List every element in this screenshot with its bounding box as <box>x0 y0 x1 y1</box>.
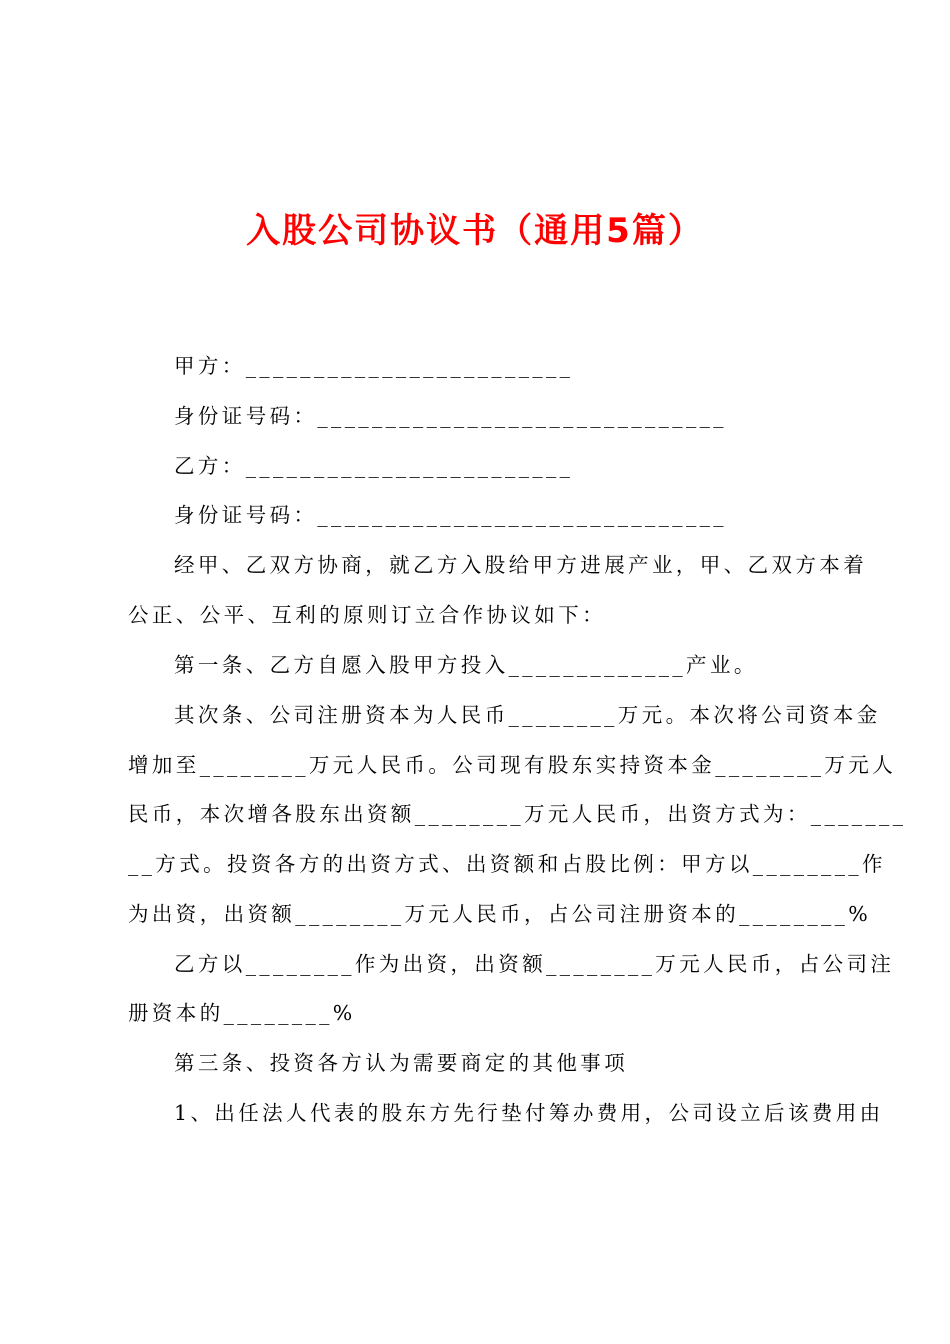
party-b-contribution-line-1: 乙方以________作为出资，出资额________万元人民币，占公司注 <box>174 952 895 976</box>
party-b-id-line: 身份证号码：______________________________ <box>174 503 727 527</box>
party-b-contribution-line-2: 册资本的________% <box>128 1001 356 1025</box>
article-2-line-2: 增加至________万元人民币。公司现有股东实持资本金________万元人 <box>128 753 897 777</box>
article-2-line-1: 其次条、公司注册资本为人民币________万元。本次将公司资本金 <box>174 703 881 727</box>
party-a-id-line: 身份证号码：______________________________ <box>174 404 727 428</box>
party-b-line: 乙方：________________________ <box>174 454 574 478</box>
party-a-line: 甲方：________________________ <box>174 354 574 378</box>
article-2-line-4: __方式。投资各方的出资方式、出资额和占股比例：甲方以________作 <box>128 852 886 876</box>
article-2-line-3: 民币，本次增各股东出资额________万元人民币，出资方式为：_______ <box>128 802 907 826</box>
article-3-line: 第三条、投资各方认为需要商定的其他事项 <box>174 1051 629 1075</box>
article-2-line-5: 为出资，出资额________万元人民币，占公司注册资本的________% <box>128 902 872 926</box>
document-title: 入股公司协议书（通用5篇） <box>246 211 704 251</box>
article-1-line: 第一条、乙方自愿入股甲方投入_____________产业。 <box>174 653 758 677</box>
preamble-line-2: 公正、公平、互利的原则订立合作协议如下： <box>128 603 606 627</box>
item-1-line: 1、出任法人代表的股东方先行垫付筹办费用，公司设立后该费用由 <box>174 1101 884 1125</box>
preamble-line-1: 经甲、乙双方协商，就乙方入股给甲方进展产业，甲、乙双方本着 <box>174 553 868 577</box>
